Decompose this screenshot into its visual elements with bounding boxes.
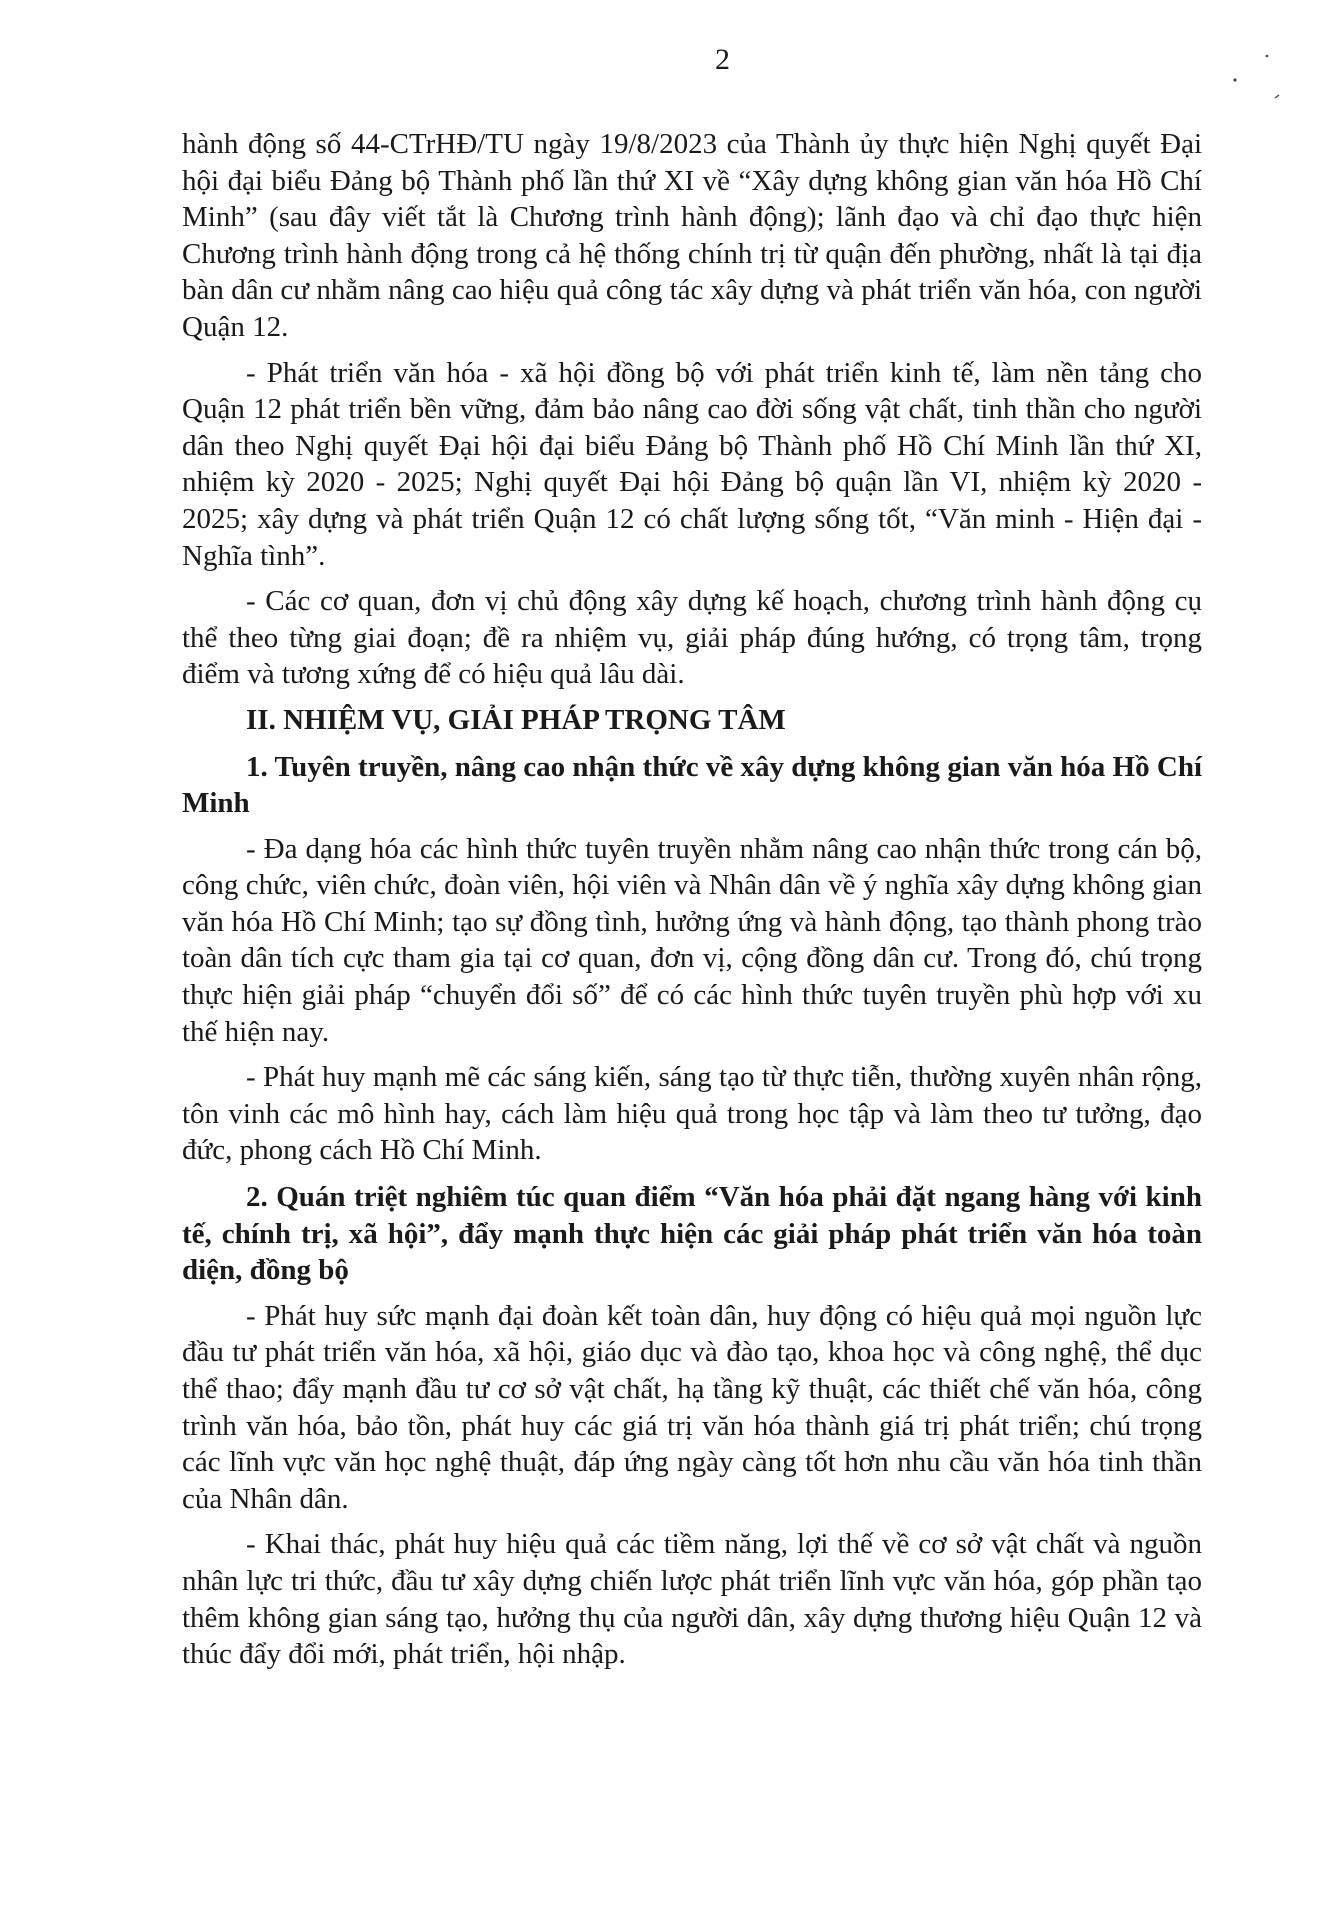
paragraph-exploit-potential: - Khai thác, phát huy hiệu quả các tiềm năng, lợi thế về cơ sở vật chất và nguồn nhân lực tri thức, đầu tư xây dựng chiến lược phát triển lĩnh vực văn hóa, góp phần tạo thêm không gian sáng tạo, hưởng thụ của người dân, xây dựng thương hiệu Quận 12 và thúc đẩy đổi mới, phát triển, hội nhập. [182, 1528, 1202, 1671]
subsection-heading-2: 2. Quán triệt nghiêm túc quan điểm “Văn hóa phải đặt ngang hàng với kinh tế, chính trị, xã hội”, đẩy mạnh thực hiện các giải pháp phát triển văn hóa toàn diện, đồng bộ [182, 1181, 1202, 1287]
paragraph-agencies-plans: - Các cơ quan, đơn vị chủ động xây dựng kế hoạch, chương trình hành động cụ thể theo từng giai đoạn; đề ra nhiệm vụ, giải pháp đúng hướng, có trọng tâm, trọng điểm và tương xứng để có hiệu quả lâu dài. [182, 585, 1202, 691]
page-number: 2 [715, 43, 730, 76]
paragraph-socio-economic: - Phát triển văn hóa - xã hội đồng bộ với phát triển kinh tế, làm nền tảng cho Quận 12 phát triển bền vững, đảm bảo nâng cao đời sống vật chất, tinh thần cho người dân theo Nghị quyết Đại hội đại biểu Đảng bộ Thành phố Hồ Chí Minh lần thứ XI, nhiệm kỳ 2020 - 2025; Nghị quyết Đại hội Đảng bộ quận lần VI, nhiệm kỳ 2020 - 2025; xây dựng và phát triển Quận 12 có chất lượng sống tốt, “Văn minh - Hiện đại - Nghĩa tình”. [182, 356, 1202, 572]
section-heading-ii: II. NHIỆM VỤ, GIẢI PHÁP TRỌNG TÂM [246, 703, 786, 736]
scan-speck-marks [1205, 50, 1295, 110]
subsection-heading-1: 1. Tuyên truyền, nâng cao nhận thức về xây dựng không gian văn hóa Hồ Chí Minh [182, 750, 1202, 820]
document-body [182, 126, 1202, 1682]
paragraph-continuation: hành động số 44-CTrHĐ/TU ngày 19/8/2023 của Thành ủy thực hiện Nghị quyết Đại hội đại biểu Đảng bộ Thành phố lần thứ XI về “Xây dựng không gian văn hóa Hồ Chí Minh” (sau đây viết tắt là Chương trình hành động); lãnh đạo và chỉ đạo thực hiện Chương trình hành động trong cả hệ thống chính trị từ quận đến phường, nhất là tại địa bàn dân cư nhằm nâng cao hiệu quả công tác xây dựng và phát triển văn hóa, con người Quận 12. [182, 128, 1202, 343]
paragraph-propaganda-forms: - Đa dạng hóa các hình thức tuyên truyền nhằm nâng cao nhận thức trong cán bộ, công chức, viên chức, đoàn viên, hội viên và Nhân dân về ý nghĩa xây dựng không gian văn hóa Hồ Chí Minh; tạo sự đồng tình, hưởng ứng và hành động, tạo thành phong trào toàn dân tích cực tham gia tại cơ quan, đơn vị, cộng đồng dân cư. Trong đó, chú trọng thực hiện giải pháp “chuyển đổi số” để có các hình thức tuyên truyền phù hợp với xu thế hiện nay. [182, 832, 1202, 1048]
paragraph-initiatives: - Phát huy mạnh mẽ các sáng kiến, sáng tạo từ thực tiễn, thường xuyên nhân rộng, tôn vinh các mô hình hay, cách làm hiệu quả trong học tập và làm theo tư tưởng, đạo đức, phong cách Hồ Chí Minh. [182, 1061, 1202, 1167]
paragraph-national-unity: - Phát huy sức mạnh đại đoàn kết toàn dân, huy động có hiệu quả mọi nguồn lực đầu tư phát triển văn hóa, xã hội, giáo dục và đào tạo, khoa học và công nghệ, thể dục thể thao; đẩy mạnh đầu tư cơ sở vật chất, hạ tầng kỹ thuật, các thiết chế văn hóa, công trình văn hóa, bảo tồn, phát huy các giá trị văn hóa thành giá trị phát triển; chú trọng các lĩnh vực văn học nghệ thuật, đáp ứng ngày càng tốt hơn nhu cầu văn hóa tinh thần của Nhân dân. [182, 1299, 1202, 1515]
